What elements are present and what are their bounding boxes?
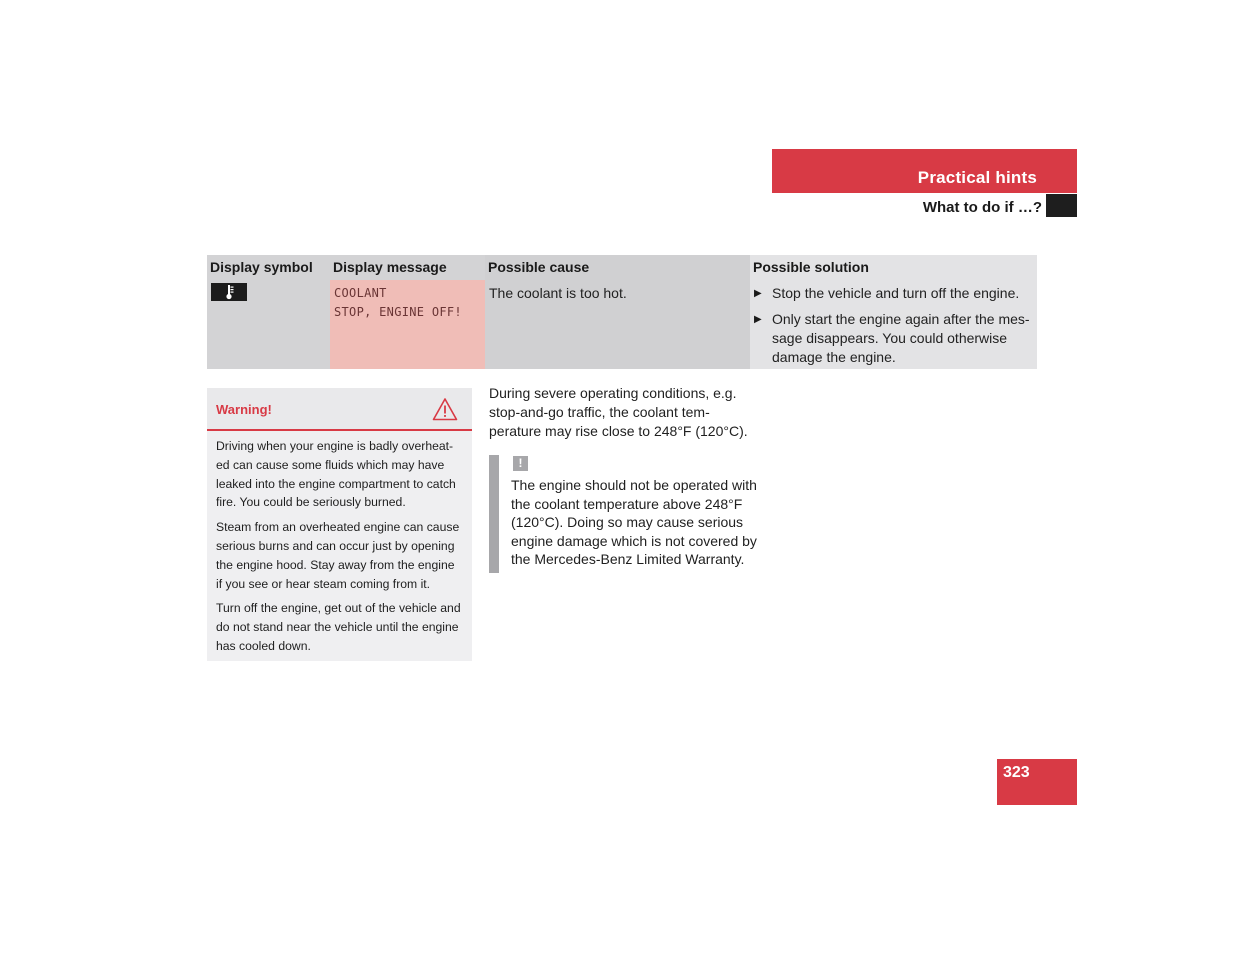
- warning-header: [207, 388, 472, 431]
- list-item: [754, 284, 1033, 303]
- warning-triangle-icon: [432, 397, 458, 426]
- section-header-band: [772, 149, 1077, 193]
- coolant-temperature-icon: [211, 283, 247, 301]
- bullet-arrow-icon: ▶: [754, 288, 762, 299]
- display-messages-table: [207, 255, 1037, 369]
- warning-box: [207, 388, 472, 661]
- solution-text: Stop the vehicle and turn off the engine.: [772, 285, 1020, 301]
- body-paragraph: During severe operating conditions, e.g. stop-and-go traffic, the coolant tem-perature may rise close to 248°F (120°C).: [489, 385, 748, 439]
- page-number: 323: [1003, 764, 1030, 781]
- note-box: [489, 455, 759, 573]
- note-text: The engine should not be operated with the coolant temperature above 248°F (120°C). Doing so may cause serious engine damage which is not covered by the Mercedes-Benz Limited Warranty.: [511, 477, 757, 568]
- display-message-line-1: COOLANT: [334, 286, 387, 300]
- column-header-possible-cause: Possible cause: [485, 255, 750, 280]
- warning-paragraph: Turn off the engine, get out of the vehicle and do not stand near the vehicle until the engine has cooled down.: [216, 601, 461, 653]
- column-header-display-symbol: Display symbol: [207, 255, 330, 280]
- column-header-possible-solution: Possible solution: [750, 255, 1037, 280]
- warning-title: Warning!: [216, 402, 272, 417]
- list-item: [754, 310, 1033, 367]
- table-header-row: [207, 255, 1037, 280]
- bullet-arrow-icon: ▶: [754, 314, 762, 325]
- display-symbol-cell: [207, 280, 330, 369]
- column-header-display-message: Display message: [330, 255, 485, 280]
- exclamation-icon: !: [513, 456, 528, 471]
- display-message-cell: [330, 280, 485, 369]
- display-message-line-2: STOP, ENGINE OFF!: [334, 305, 462, 319]
- warning-paragraph: Steam from an overheated engine can cause serious burns and can occur just by opening the engine hood. Stay away from the engine if you see or hear steam coming from it.: [216, 520, 460, 591]
- page-number-box: [997, 759, 1077, 805]
- possible-cause-cell: The coolant is too hot.: [485, 280, 750, 369]
- warning-body: [207, 431, 472, 661]
- warning-paragraph: Driving when your engine is badly overheat-ed can cause some fluids which may have leaked into the engine compartment to catch fire. You could be seriously burned.: [216, 439, 456, 510]
- section-title: Practical hints: [917, 168, 1037, 187]
- subsection-title: What to do if …?: [922, 199, 1042, 216]
- table-row: [207, 280, 1037, 369]
- header-marker-block: [1046, 194, 1077, 217]
- note-sidebar: [489, 455, 499, 573]
- possible-solution-cell: [750, 280, 1037, 369]
- solution-text: Only start the engine again after the mes-sage disappears. You could otherwise damage the engine.: [772, 311, 1030, 365]
